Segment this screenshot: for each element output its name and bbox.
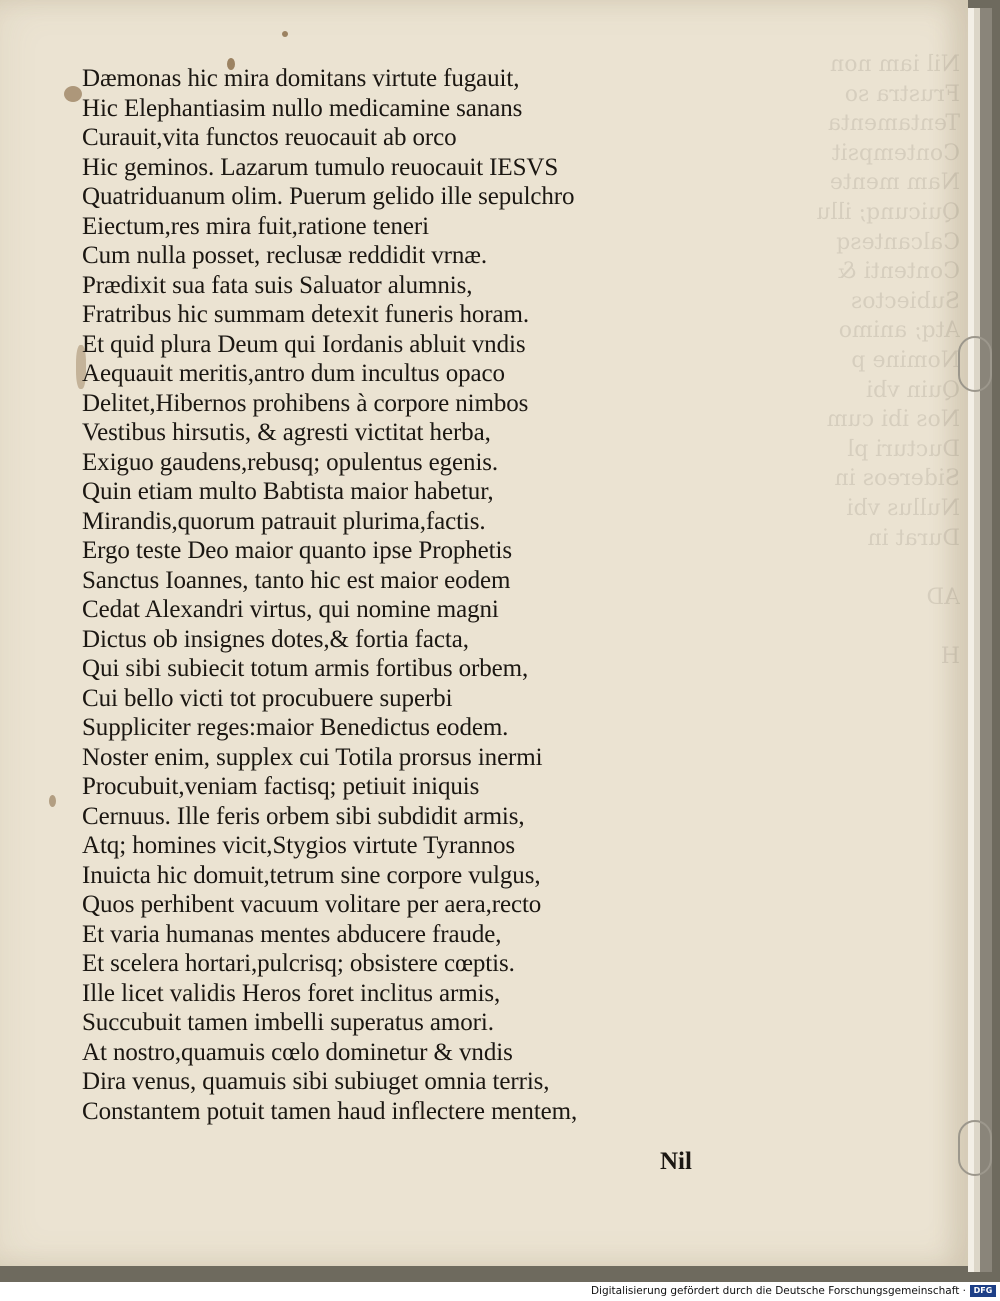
catchword: Nil [660, 1148, 692, 1175]
verse-line: Exiguo gaudens,rebusq; opulentus egenis. [82, 448, 499, 476]
ink-stain [49, 795, 56, 807]
verse-line: Cum nulla posset, reclusæ reddidit vrnæ. [82, 242, 487, 269]
verse-line: Et quid plura Deum qui Iordanis abluit vndis [82, 330, 526, 358]
funding-credit: Digitalisierung gefördert durch die Deutsche Forschungsgemeinschaft · [590, 1285, 966, 1297]
verse-line: Prædixit sua fata suis Saluator alumnis, [82, 271, 473, 299]
verse-line: Cui bello victi tot procubuere superbi [82, 684, 453, 712]
show-through-text: Nil iam non Frustra so Tentamenta Contempsit Nam mente Quicunq; illu Calcantesq Contenti & Subiectos Atq; animo Nomine p Quin vbi Nos ibi cum Ducturi pl Sidereos in Nullus vbi Durat in AD H [816, 52, 960, 669]
verse-line: Sanctus Ioannes, tanto hic est maior eodem [82, 566, 511, 594]
verse-line: Mirandis,quorum patrauit plurima,factis. [82, 507, 486, 535]
verse-line: Ille licet validis Heros foret inclitus armis, [82, 979, 501, 1007]
poem-text [82, 64, 722, 1126]
verse-line: Delitet,Hibernos prohibens à corpore nimbos [82, 389, 529, 417]
verse-line: At nostro,quamuis cœlo dominetur & vndis [82, 1038, 513, 1066]
binding-thread [958, 1120, 992, 1176]
verse-line: Hic geminos. Lazarum tumulo reuocauit IESVS [82, 153, 559, 181]
footer-bar [0, 1282, 1000, 1301]
verse-line: Cedat Alexandri virtus, qui nomine magni [82, 596, 499, 623]
verse-line: Inuicta hic domuit,tetrum sine corpore vulgus, [82, 861, 541, 889]
verse-line: Aequauit meritis,antro dum incultus opaco [82, 360, 505, 387]
verse-line: Qui sibi subiecit totum armis fortibus orbem, [82, 655, 529, 682]
verse-line: Eiectum,res mira fuit,ratione teneri [82, 212, 429, 240]
verse-line: Quatriduanum olim. Puerum gelido ille sepulchro [82, 183, 575, 210]
verse-line: Curauit,vita functos reuocauit ab orco [82, 124, 457, 151]
verse-line: Noster enim, supplex cui Totila prorsus inermi [82, 743, 543, 771]
ink-stain [64, 86, 82, 102]
verse-line: Cernuus. Ille feris orbem sibi subdidit armis, [82, 802, 525, 830]
verse-line: Fratribus hic summam detexit funeris horam. [82, 301, 529, 328]
verse-line: Quin etiam multo Babtista maior habetur, [82, 478, 494, 505]
verse-line: Succubuit tamen imbelli superatus amori. [82, 1009, 494, 1036]
verse-line: Hic Elephantiasim nullo medicamine sanans [82, 94, 523, 122]
book-cover-edge [980, 8, 992, 1272]
verse-line: Ergo teste Deo maior quanto ipse Prophetis [82, 537, 512, 564]
verse-line: Atq; homines vicit,Stygios virtute Tyrannos [82, 832, 516, 859]
verse-line: Et varia humanas mentes abducere fraude, [82, 920, 502, 948]
dfg-logo: DFG [970, 1285, 996, 1297]
binding-thread [958, 336, 992, 392]
verse-line: Et scelera hortari,pulcrisq; obsistere cœptis. [82, 950, 515, 977]
verse-line: Procubuit,veniam factisq; petiuit iniquis [82, 773, 480, 800]
ink-stain [282, 31, 288, 37]
verse-line: Vestibus hirsutis, & agresti victitat herba, [82, 419, 491, 446]
verse-line: Suppliciter reges:maior Benedictus eodem. [82, 714, 509, 741]
verse-line: Quos perhibent vacuum volitare per aera,recto [82, 891, 542, 918]
verse-line: Dæmonas hic mira domitans virtute fugauit, [82, 65, 520, 92]
verse-line: Dictus ob insignes dotes,& fortia facta, [82, 625, 469, 653]
verse-line: Constantem potuit tamen haud inflectere mentem, [82, 1097, 578, 1125]
verse-line: Dira venus, quamuis sibi subiuget omnia terris, [82, 1068, 550, 1095]
